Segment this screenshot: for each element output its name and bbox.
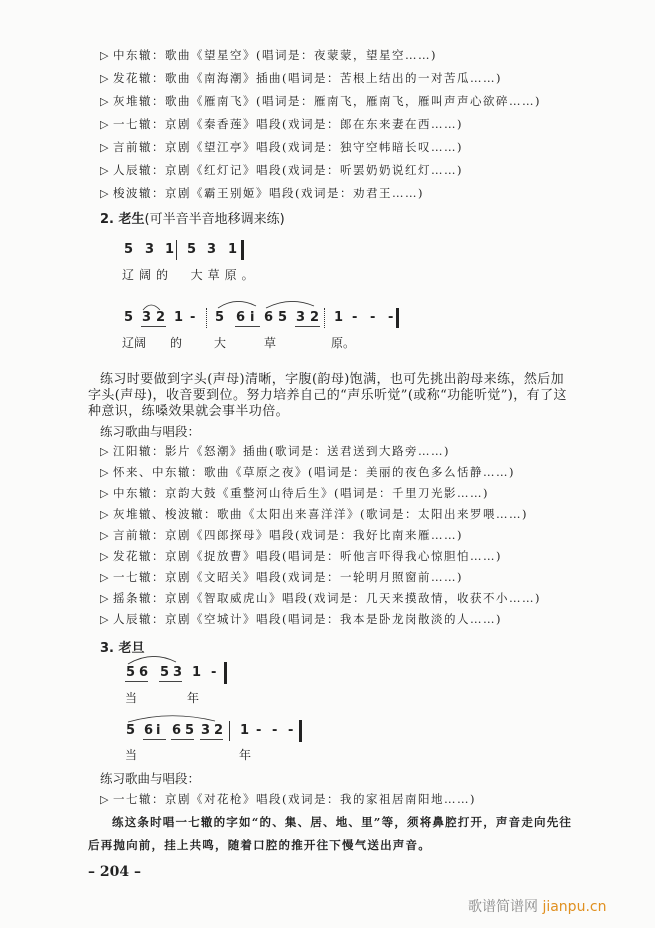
triangle-bullet-icon: ▷ (100, 571, 110, 584)
note: 5 (126, 723, 136, 738)
triangle-bullet-icon: ▷ (100, 613, 110, 626)
note: 1 (174, 310, 184, 325)
lyric: 草 (264, 336, 277, 350)
list-item (100, 444, 450, 459)
list-item (100, 570, 463, 585)
underline-beam (143, 739, 166, 740)
list-item-text: 言前辙：京剧《四郎探母》唱段(戏词是：我好比南来雁……) (112, 528, 463, 542)
practice-label: 练习歌曲与唱段： (100, 771, 201, 786)
triangle-bullet-icon: ▷ (100, 592, 110, 605)
list-item (100, 71, 502, 86)
list-item-text: 言前辙：京剧《望江亭》唱段(戏词是：独守空帏暗长叹……) (112, 140, 463, 154)
triangle-bullet-icon: ▷ (100, 118, 110, 131)
note: 2 (310, 310, 320, 325)
triangle-bullet-icon: ▷ (100, 141, 110, 154)
list-item (100, 528, 463, 543)
note: 1 (228, 242, 238, 257)
list-item (100, 465, 515, 480)
note: 3 (207, 242, 217, 257)
lyrics: 辽阔的 大草原。 (122, 268, 259, 282)
note: 2 (214, 723, 224, 738)
note: 3 (296, 310, 306, 325)
barline (229, 721, 230, 741)
list-item (100, 186, 424, 201)
lyric: 年 (187, 691, 200, 705)
note: 6 (172, 723, 182, 738)
dotted-barline (206, 308, 208, 328)
lyric: 的 (170, 336, 183, 350)
triangle-bullet-icon: ▷ (100, 487, 110, 500)
triangle-bullet-icon: ▷ (100, 445, 110, 458)
note: 3 (201, 723, 211, 738)
list-item-text: 人辰辙：京剧《空城计》唱段(唱词是：我本是卧龙岗散淡的人……) (112, 612, 502, 626)
note: 2 (156, 310, 166, 325)
note: 5 (185, 723, 195, 738)
triangle-bullet-icon: ▷ (100, 466, 110, 479)
note: 5 (126, 665, 136, 680)
note: - (272, 723, 278, 738)
list-item-text: 中东辙：京韵大鼓《重整河山待后生》(唱词是：千里刀光影……) (112, 486, 489, 500)
triangle-bullet-icon: ▷ (100, 95, 110, 108)
page-number: – 204 – (88, 864, 141, 880)
triangle-bullet-icon: ▷ (100, 793, 110, 806)
list-item (100, 792, 476, 807)
note: - (256, 723, 262, 738)
list-item (100, 117, 463, 132)
note: - (352, 310, 358, 325)
list-item-text: 摇条辙：京剧《智取威虎山》唱段(戏词是：几天来摸敌情，收获不小……) (112, 591, 541, 605)
note-high: i (250, 310, 255, 325)
watermark (468, 896, 606, 916)
section-heading-laosheng (100, 208, 285, 227)
list-item-text: 一七辙：京剧《文昭关》唱段(戏词是：一轮明月照窗前……) (112, 570, 463, 584)
triangle-bullet-icon: ▷ (100, 508, 110, 521)
note: 3 (142, 310, 152, 325)
list-item (100, 549, 502, 564)
note: 6 (144, 723, 154, 738)
note: 5 (160, 665, 170, 680)
underline-beam (159, 681, 182, 682)
lyric: 当 (125, 691, 138, 705)
list-item-text: 梭波辙：京剧《霸王别姬》唱段(戏词是：劝君王……) (112, 186, 424, 200)
note: 5 (278, 310, 288, 325)
practice-label: 练习歌曲与唱段： (100, 424, 201, 439)
list-item-text: 怀来、中东辙：歌曲《草原之夜》(唱词是：美丽的夜色多么恬静……) (112, 465, 515, 479)
slur (128, 656, 176, 664)
note: 1 (334, 310, 344, 325)
paragraph: 练这条时唱一七辙的字如“的、集、居、地、里”等，须将鼻腔打开，声音走向先往后再抛向前，挂上共鸣，随着口腔的推开往下慢气送出声音。 (88, 815, 573, 852)
note-high: i (156, 723, 161, 738)
heading-subtitle: (可半音半音地移调来练) (144, 212, 285, 227)
list-item (100, 94, 541, 109)
note: 3 (173, 665, 183, 680)
list-item (100, 140, 463, 155)
list-item-text: 江阳辙：影片《怒潮》插曲(歌词是：送君送到大路旁……) (112, 444, 450, 458)
list-item (100, 486, 489, 501)
triangle-bullet-icon: ▷ (100, 164, 110, 177)
list-item (100, 163, 463, 178)
watermark-en: jianpu.cn (542, 899, 607, 915)
lyric: 大 (214, 336, 227, 350)
slur (128, 716, 215, 722)
note: 5 (124, 242, 134, 257)
watermark-cn: 歌谱简谱网 (468, 899, 538, 915)
note: 1 (192, 665, 202, 680)
triangle-bullet-icon: ▷ (100, 550, 110, 563)
note: 6 (264, 310, 274, 325)
note: 6 (236, 310, 246, 325)
heading-title: 2. 老生 (100, 212, 145, 227)
slur (218, 301, 256, 308)
paragraph: 练习时要做到字头(声母)清晰，字腹(韵母)饱满，也可先挑出韵母来练，然后加字头(声母)，收音要到位。努力培养自己的“声乐听觉”(或称“功能听觉”)，有了这种意识，练嗓效果就会事半功倍。 (88, 372, 567, 419)
note: - (288, 723, 294, 738)
slur (266, 301, 314, 308)
lyric: 当 (125, 748, 138, 762)
list-item-text: 灰堆辙、梭波辙：歌曲《太阳出来喜洋洋》(歌词是：太阳出来罗喂……) (112, 507, 528, 521)
note: 5 (215, 310, 225, 325)
note: - (211, 665, 217, 680)
triangle-bullet-icon: ▷ (100, 529, 110, 542)
triangle-bullet-icon: ▷ (100, 72, 110, 85)
note: 6 (139, 665, 149, 680)
list-item-text: 发花辙：歌曲《南海潮》插曲(唱词是：苦根上结出的一对苦瓜……) (112, 71, 502, 85)
list-item (100, 48, 437, 63)
list-item-text: 一七辙：京剧《对花枪》唱段(戏词是：我的家祖居南阳地……) (112, 792, 476, 806)
underline-beam (235, 326, 260, 327)
list-item-text: 发花辙：京剧《捉放曹》唱段(唱词是：听他言吓得我心惊胆怕……) (112, 549, 502, 563)
list-item (100, 612, 502, 627)
list-item-text: 灰堆辙：歌曲《雁南飞》(唱词是：雁南飞，雁南飞，雁叫声声心欲碎……) (112, 94, 541, 108)
list-item-text: 中东辙：歌曲《望星空》(唱词是：夜蒙蒙，望星空……) (112, 48, 437, 62)
note: 5 (124, 310, 134, 325)
triangle-bullet-icon: ▷ (100, 187, 110, 200)
list-item-text: 一七辙：京剧《秦香莲》唱段(戏词是：郎在东来妻在西……) (112, 117, 463, 131)
lyric: 年 (239, 748, 252, 762)
triangle-bullet-icon: ▷ (100, 49, 110, 62)
note: 1 (240, 723, 250, 738)
note: - (190, 310, 196, 325)
note: - (388, 310, 394, 325)
underline-beam (295, 326, 320, 327)
final-barline (224, 662, 227, 684)
underline-beam (125, 681, 148, 682)
lyric: 原。 (331, 336, 356, 350)
section-heading-laodan (100, 637, 145, 656)
list-item-text: 人辰辙：京剧《红灯记》唱段(戏词是：听罢奶奶说红灯……) (112, 163, 463, 177)
list-item (100, 591, 541, 606)
final-barline (299, 720, 302, 742)
barline (176, 240, 177, 260)
underline-beam (141, 326, 166, 327)
final-barline (241, 240, 244, 260)
heading-title: 3. 老旦 (100, 641, 145, 656)
lyric: 辽阔 (122, 336, 147, 350)
dotted-barline (324, 308, 326, 328)
underline-beam (171, 739, 194, 740)
note: - (370, 310, 376, 325)
list-item (100, 507, 528, 522)
note: 3 (145, 242, 155, 257)
note: 1 (165, 242, 175, 257)
final-barline (396, 308, 399, 328)
underline-beam (200, 739, 223, 740)
note: 5 (187, 242, 197, 257)
